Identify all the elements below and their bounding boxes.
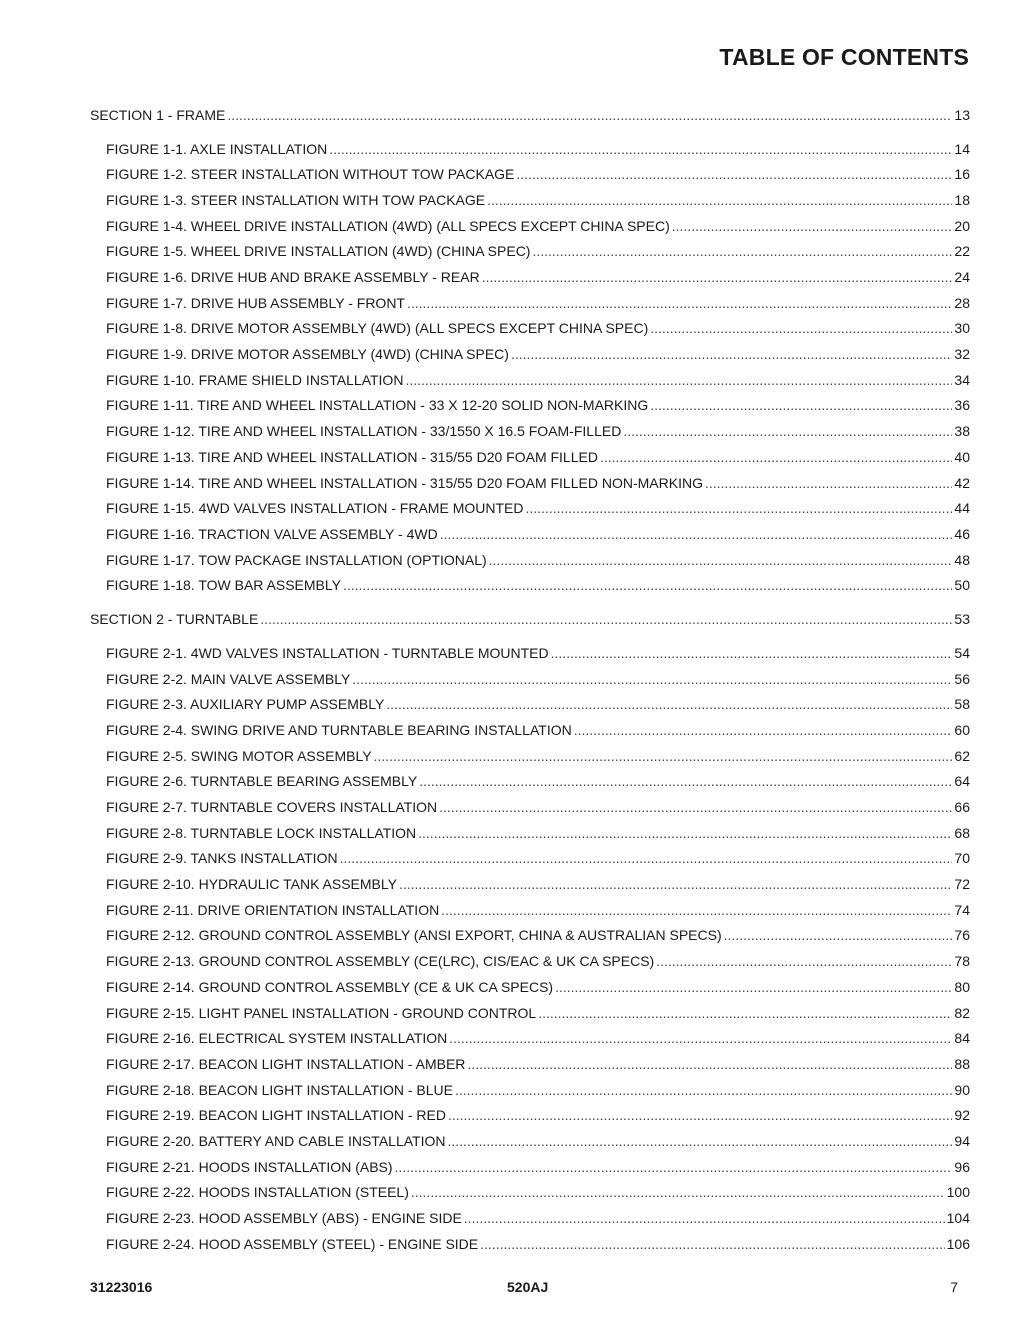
toc-entry-label: FIGURE 2-23. HOOD ASSEMBLY (ABS) - ENGINE SIDE — [106, 1210, 462, 1226]
toc-entry-page-number: 72 — [954, 876, 970, 893]
toc-figure-entry[interactable] — [90, 722, 970, 739]
toc-figure-entry[interactable] — [90, 320, 970, 337]
toc-figure-entry[interactable] — [90, 825, 970, 842]
dot-leader — [399, 876, 952, 893]
toc-entry-page-number: 40 — [954, 448, 970, 465]
toc-entry-page-number: 60 — [954, 721, 970, 738]
toc-entry-label: FIGURE 1-14. TIRE AND WHEEL INSTALLATION - 315/55 D20 FOAM FILLED NON-MARKING — [106, 474, 703, 491]
toc-entry-label: FIGURE 2-3. AUXILIARY PUMP ASSEMBLY — [106, 696, 385, 713]
toc-entry-label: FIGURE 1-6. DRIVE HUB AND BRAKE ASSEMBLY - REAR — [106, 269, 480, 286]
toc-entry-page-number: 56 — [954, 670, 970, 687]
toc-entry-page-number: 96 — [954, 1158, 970, 1175]
toc-figure-entry[interactable] — [90, 1030, 970, 1047]
dot-leader — [525, 500, 952, 517]
toc-entry-page-number: 38 — [954, 423, 970, 440]
dot-leader — [650, 397, 952, 414]
dot-leader — [489, 552, 953, 569]
toc-entry-page-number: 68 — [954, 824, 970, 841]
page-title: TABLE OF CONTENTS — [719, 44, 969, 70]
toc-entry-page-number: 16 — [954, 166, 970, 183]
toc-figure-entry[interactable] — [90, 799, 970, 816]
toc-entry-page-number: 66 — [954, 799, 970, 815]
toc-figure-entry[interactable] — [90, 748, 970, 765]
toc-entry-label: FIGURE 2-4. SWING DRIVE AND TURNTABLE BEARING INSTALLATION — [106, 721, 572, 738]
toc-entry-page-number: 64 — [954, 773, 970, 790]
toc-entry-label: FIGURE 2-6. TURNTABLE BEARING ASSEMBLY — [106, 773, 418, 790]
toc-entry-page-number: 36 — [954, 397, 970, 414]
dot-leader — [449, 1030, 952, 1047]
dot-leader — [447, 1133, 952, 1150]
toc-entry-label: FIGURE 2-16. ELECTRICAL SYSTEM INSTALLATION — [106, 1030, 448, 1047]
toc-entry-label: FIGURE 1-4. WHEEL DRIVE INSTALLATION (4WD) (ALL SPECS EXCEPT CHINA SPEC) — [106, 217, 670, 234]
toc-entry-page-number: 34 — [954, 371, 970, 388]
table-of-contents — [90, 107, 970, 1261]
toc-entry-label: FIGURE 2-11. DRIVE ORIENTATION INSTALLATION — [106, 901, 440, 918]
toc-entry-label: FIGURE 2-9. TANKS INSTALLATION — [106, 850, 338, 867]
footer-page-number: 7 — [950, 1279, 958, 1295]
toc-entry-page-number: 54 — [954, 644, 970, 661]
toc-figure-entry[interactable] — [90, 1236, 970, 1253]
toc-entry-label: FIGURE 1-16. TRACTION VALVE ASSEMBLY - 4WD — [106, 525, 438, 542]
toc-entry-page-number: 24 — [954, 269, 970, 286]
dot-leader — [464, 1210, 945, 1227]
dot-leader — [724, 927, 953, 944]
dot-leader — [419, 773, 952, 790]
toc-figure-entry[interactable] — [90, 696, 970, 713]
dot-leader — [656, 953, 952, 970]
toc-figure-entry[interactable] — [90, 526, 970, 543]
dot-leader — [343, 577, 952, 594]
toc-figure-entry[interactable] — [90, 645, 970, 662]
dot-leader — [386, 696, 952, 713]
toc-entry-page-number: 14 — [954, 140, 970, 157]
toc-entry-page-number: 70 — [954, 850, 970, 867]
toc-figure-entry[interactable] — [90, 1082, 970, 1099]
toc-figure-entry[interactable] — [90, 577, 970, 594]
toc-figure-entry[interactable] — [90, 902, 970, 919]
toc-entry-page-number: 94 — [954, 1132, 970, 1149]
toc-figure-entry[interactable] — [90, 295, 970, 312]
dot-leader — [516, 166, 952, 183]
toc-entry-label: FIGURE 2-19. BEACON LIGHT INSTALLATION - RED — [106, 1107, 446, 1124]
dot-leader — [467, 1056, 952, 1073]
toc-figure-entry[interactable] — [90, 475, 970, 492]
dot-leader — [405, 372, 952, 389]
toc-entry-page-number: 78 — [954, 953, 970, 970]
dot-leader — [511, 346, 952, 363]
toc-figure-entry[interactable] — [90, 1210, 970, 1227]
toc-figure-entry[interactable] — [90, 671, 970, 688]
toc-entry-page-number: 18 — [954, 191, 970, 208]
dot-leader — [600, 449, 952, 466]
toc-figure-entry[interactable] — [90, 449, 970, 466]
toc-figure-entry[interactable] — [90, 1056, 970, 1073]
toc-entry-page-number: 46 — [954, 525, 970, 542]
toc-entry-page-number: 48 — [954, 551, 970, 568]
dot-leader — [260, 611, 952, 628]
toc-figure-entry[interactable] — [90, 269, 970, 286]
toc-entry-label: FIGURE 1-12. TIRE AND WHEEL INSTALLATION - 33/1550 X 16.5 FOAM-FILLED — [106, 423, 622, 440]
toc-entry-page-number: 50 — [954, 577, 970, 594]
toc-entry-page-number: 82 — [954, 1004, 970, 1021]
toc-figure-entry[interactable] — [90, 1159, 970, 1176]
dot-leader — [538, 1005, 952, 1022]
toc-entry-label: FIGURE 2-2. MAIN VALVE ASSEMBLY — [106, 670, 351, 687]
toc-entry-page-number: 30 — [954, 320, 970, 337]
toc-entry-label: FIGURE 1-7. DRIVE HUB ASSEMBLY - FRONT — [106, 294, 405, 311]
dot-leader — [480, 1236, 945, 1253]
toc-entry-page-number: 62 — [954, 747, 970, 764]
dot-leader — [455, 1082, 952, 1099]
toc-section-entry[interactable] — [90, 611, 970, 628]
toc-entry-page-number: 74 — [954, 901, 970, 918]
toc-entry-page-number: 42 — [954, 474, 970, 491]
toc-entry-page-number: 20 — [954, 217, 970, 234]
toc-entry-page-number: 44 — [954, 500, 970, 517]
toc-entry-label: FIGURE 1-8. DRIVE MOTOR ASSEMBLY (4WD) (ALL SPECS EXCEPT CHINA SPEC) — [106, 320, 649, 337]
toc-figure-entry[interactable] — [90, 876, 970, 893]
dot-leader — [418, 825, 952, 842]
page-footer — [90, 1279, 970, 1299]
toc-entry-label: FIGURE 1-3. STEER INSTALLATION WITH TOW PACKAGE — [106, 191, 486, 208]
dot-leader — [482, 269, 953, 286]
toc-entry-label: SECTION 1 - FRAME — [90, 107, 226, 123]
toc-entry-label: FIGURE 2-18. BEACON LIGHT INSTALLATION - BLUE — [106, 1081, 453, 1098]
toc-entry-label: FIGURE 2-5. SWING MOTOR ASSEMBLY — [106, 747, 372, 764]
dot-leader — [439, 799, 952, 816]
dot-leader — [227, 107, 952, 124]
toc-entry-page-number: 58 — [954, 696, 970, 713]
toc-figure-entry[interactable] — [90, 1005, 970, 1022]
toc-entry-label: FIGURE 1-13. TIRE AND WHEEL INSTALLATION - 315/55 D20 FOAM FILLED — [106, 448, 598, 465]
dot-leader — [623, 423, 952, 440]
footer-model: 520AJ — [507, 1279, 549, 1295]
toc-entry-label: FIGURE 2-20. BATTERY AND CABLE INSTALLATION — [106, 1132, 446, 1149]
toc-entry-label: FIGURE 1-11. TIRE AND WHEEL INSTALLATION - 33 X 12-20 SOLID NON-MARKING — [106, 397, 649, 414]
toc-entry-label: FIGURE 2-15. LIGHT PANEL INSTALLATION - GROUND CONTROL — [106, 1004, 537, 1021]
toc-entry-label: FIGURE 1-9. DRIVE MOTOR ASSEMBLY (4WD) (CHINA SPEC) — [106, 346, 509, 363]
toc-figure-entry[interactable] — [90, 166, 970, 183]
dot-leader — [440, 526, 953, 543]
toc-figure-entry[interactable] — [90, 218, 970, 235]
dot-leader — [407, 295, 952, 312]
toc-entry-label: FIGURE 1-18. TOW BAR ASSEMBLY — [106, 577, 341, 594]
toc-entry-label: FIGURE 1-15. 4WD VALVES INSTALLATION - FRAME MOUNTED — [106, 500, 524, 517]
dot-leader — [340, 850, 953, 867]
dot-leader — [448, 1107, 952, 1124]
toc-figure-entry[interactable] — [90, 979, 970, 996]
toc-entry-page-number: 90 — [954, 1081, 970, 1098]
dot-leader — [574, 722, 953, 739]
toc-entry-label: FIGURE 1-2. STEER INSTALLATION WITHOUT TOW PACKAGE — [106, 166, 515, 183]
toc-figure-entry[interactable] — [90, 423, 970, 440]
toc-figure-entry[interactable] — [90, 927, 970, 944]
toc-figure-entry[interactable] — [90, 773, 970, 790]
toc-entry-page-number: 88 — [954, 1055, 970, 1072]
toc-entry-label: FIGURE 2-1. 4WD VALVES INSTALLATION - TURNTABLE MOUNTED — [106, 644, 549, 661]
toc-figure-entry[interactable] — [90, 552, 970, 569]
toc-figure-entry[interactable] — [90, 1107, 970, 1124]
dot-leader — [411, 1184, 945, 1201]
toc-entry-page-number: 104 — [946, 1210, 970, 1226]
toc-entry-page-number: 106 — [946, 1235, 970, 1252]
toc-figure-entry[interactable] — [90, 372, 970, 389]
toc-entry-label: FIGURE 2-8. TURNTABLE LOCK INSTALLATION — [106, 824, 417, 841]
toc-entry-label: FIGURE 1-5. WHEEL DRIVE INSTALLATION (4WD) (CHINA SPEC) — [106, 243, 531, 260]
toc-figure-entry[interactable] — [90, 850, 970, 867]
dot-leader — [395, 1159, 953, 1176]
toc-figure-entry[interactable] — [90, 1133, 970, 1150]
toc-entry-label: FIGURE 2-17. BEACON LIGHT INSTALLATION - AMBER — [106, 1055, 466, 1072]
toc-entry-page-number: 100 — [946, 1184, 970, 1201]
dot-leader — [374, 748, 953, 765]
dot-leader — [532, 243, 952, 260]
toc-entry-page-number: 53 — [954, 611, 970, 628]
toc-figure-entry[interactable] — [90, 192, 970, 209]
toc-entry-page-number: 28 — [954, 294, 970, 311]
toc-entry-label: FIGURE 1-1. AXLE INSTALLATION — [106, 140, 328, 157]
toc-entry-page-number: 76 — [954, 927, 970, 944]
toc-entry-label: FIGURE 1-10. FRAME SHIELD INSTALLATION — [106, 371, 404, 388]
dot-leader — [441, 902, 952, 919]
toc-entry-label: FIGURE 2-22. HOODS INSTALLATION (STEEL) — [106, 1184, 409, 1201]
toc-figure-entry[interactable] — [90, 953, 970, 970]
toc-entry-page-number: 32 — [954, 346, 970, 363]
toc-figure-entry[interactable] — [90, 500, 970, 517]
toc-entry-label: FIGURE 1-17. TOW PACKAGE INSTALLATION (OPTIONAL) — [106, 551, 487, 568]
toc-section-entry[interactable] — [90, 107, 970, 124]
footer-document-number: 31223016 — [90, 1279, 153, 1295]
toc-entry-page-number: 92 — [954, 1107, 970, 1124]
toc-entry-page-number: 13 — [954, 107, 970, 123]
toc-figure-entry[interactable] — [90, 397, 970, 414]
toc-entry-label: FIGURE 2-24. HOOD ASSEMBLY (STEEL) - ENGINE SIDE — [106, 1235, 479, 1252]
toc-entry-label: FIGURE 2-21. HOODS INSTALLATION (ABS) — [106, 1158, 393, 1175]
dot-leader — [650, 320, 952, 337]
dot-leader — [487, 192, 952, 209]
dot-leader — [555, 979, 952, 996]
toc-figure-entry[interactable] — [90, 346, 970, 363]
dot-leader — [672, 218, 953, 235]
toc-entry-label: FIGURE 2-12. GROUND CONTROL ASSEMBLY (ANSI EXPORT, CHINA & AUSTRALIAN SPECS) — [106, 927, 722, 944]
toc-figure-entry[interactable] — [90, 1184, 970, 1201]
toc-figure-entry[interactable] — [90, 141, 970, 158]
dot-leader — [705, 475, 952, 492]
toc-entry-label: FIGURE 2-14. GROUND CONTROL ASSEMBLY (CE & UK CA SPECS) — [106, 978, 554, 995]
dot-leader — [551, 645, 953, 662]
toc-entry-label: FIGURE 2-7. TURNTABLE COVERS INSTALLATION — [106, 799, 438, 815]
toc-entry-label: FIGURE 2-10. HYDRAULIC TANK ASSEMBLY — [106, 876, 397, 893]
toc-figure-entry[interactable] — [90, 243, 970, 260]
dot-leader — [329, 141, 952, 158]
toc-entry-label: FIGURE 2-13. GROUND CONTROL ASSEMBLY (CE(LRC), CIS/EAC & UK CA SPECS) — [106, 953, 655, 970]
toc-entry-label: SECTION 2 - TURNTABLE — [90, 611, 259, 628]
toc-entry-page-number: 22 — [954, 243, 970, 260]
toc-entry-page-number: 84 — [954, 1030, 970, 1047]
dot-leader — [352, 671, 952, 688]
toc-entry-page-number: 80 — [954, 978, 970, 995]
